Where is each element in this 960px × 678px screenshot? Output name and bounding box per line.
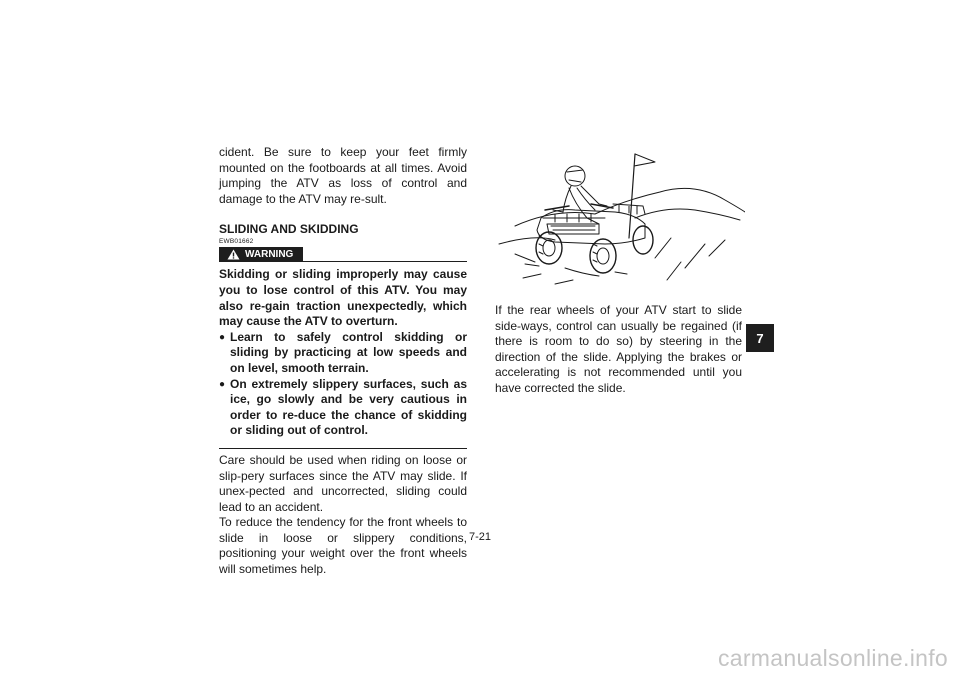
right-column [495, 303, 742, 397]
section-heading: SLIDING AND SKIDDING [219, 222, 359, 237]
warning-end-rule [219, 448, 467, 449]
warning-text: Skidding or sliding improperly may cause you to lose control of this ATV. You may also re-gain traction unexpectedly, which may cause the ATV to overturn. [219, 267, 467, 329]
bullet-text: On extremely slippery surfaces, such as ice, go slowly and be very cautious in order to re-duce the chance of skidding or sliding out of control. [230, 376, 467, 438]
warning-triangle-icon [227, 249, 240, 260]
warning-label: WARNING [245, 249, 294, 261]
warning-header [219, 247, 467, 263]
bullet-text: Learn to safely control skidding or sliding by practicing at low speeds and on level, smooth terrain. [230, 329, 467, 375]
chapter-tab: 7 [746, 324, 774, 352]
warning-bullet [219, 377, 467, 439]
watermark: carmanualsonline.info [717, 645, 948, 671]
atv-rider-illustration [495, 148, 745, 300]
paragraph-loose-surfaces: Care should be used when riding on loose or slip-pery surfaces since the ATV may slide. If unex-pected and uncorrected, sliding could lead to an accident. [219, 452, 467, 514]
paragraph-front-wheels: To reduce the tendency for the front wheels to slide in loose or slippery conditions, positioning your weight over the front wheels will sometimes help. [219, 515, 467, 577]
warning-body [219, 267, 467, 439]
warning-badge [219, 247, 303, 262]
bullet-dot-icon: ● [219, 378, 226, 390]
warning-bullet [219, 330, 467, 377]
bullet-dot-icon: ● [219, 331, 226, 343]
warning-rule [303, 261, 467, 262]
paragraph-rear-wheels: If the rear wheels of your ATV start to slide side-ways, control can usually be regained (if there is room to do so) by steering in the direction of the slide. Applying the brakes or accelerating is not recommended until you have corrected the slide. [495, 303, 742, 395]
intro-paragraph: cident. Be sure to keep your feet firmly mounted on the footboards at all times. Avoid jumping the ATV as loss of control and damage to the ATV may re-sult. [219, 145, 467, 206]
page-number: 7-21 [469, 531, 492, 543]
warning-code: EWB01662 [219, 238, 254, 246]
left-column [219, 145, 467, 578]
